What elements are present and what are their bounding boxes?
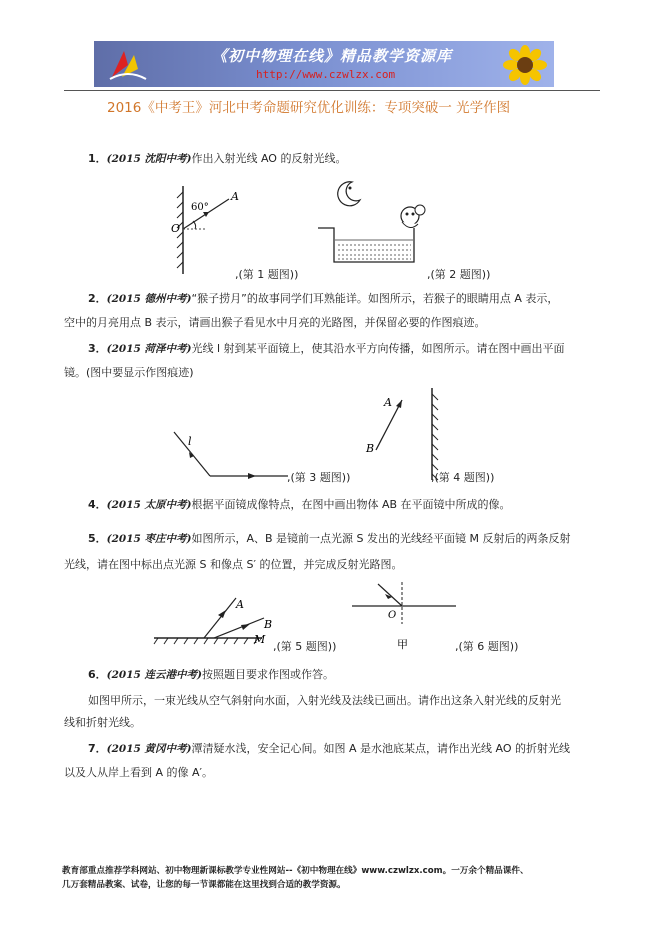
figure-1 (165, 184, 255, 276)
caption-fig1: ,(第 1 题图)) (235, 268, 299, 281)
question-5-line2: 光线，请在图中标出点光源 S 和像点 S′ 的位置，并完成反射光路图。 (64, 558, 403, 571)
question-6: 6．(2015 连云港中考)按照题目要求作图或作答。 (88, 668, 334, 681)
sunflower-icon (502, 45, 548, 85)
figure-2 (316, 172, 436, 272)
caption-fig5: ,(第 5 题图)) (273, 640, 337, 653)
question-7-line2: 以及人从岸上看到 A 的像 A′。 (64, 766, 214, 779)
banner-title: 《初中物理在线》精品教学资源库 (212, 47, 453, 65)
fig4-label-A: A (384, 396, 392, 409)
fig6-label-jia: 甲 (397, 638, 408, 651)
question-4: 4．(2015 太原中考)根据平面镜成像特点，在图中画出物体 AB 在平面镜中所成的像。 (88, 498, 511, 511)
fig1-angle-label: 60° (191, 202, 209, 213)
footer-line-2: 几万套精品教案、试卷，让您的每一节课都能在这里找到合适的教学资源。 (62, 880, 346, 890)
question-6-line2: 线和折射光线。 (64, 716, 141, 729)
fig4-label-B: B (366, 442, 375, 455)
fig6-label-O: O (388, 610, 397, 621)
caption-fig3: ,(第 3 题图)) (287, 471, 351, 484)
question-7-line1: 7．(2015 黄冈中考)潭清疑水浅，安全记心间。如图 A 是水池底某点，请作出光线 AO 的折射光线 (88, 742, 570, 755)
question-6-line1: 如图甲所示，一束光线从空气斜射向水面，入射光线及法线已画出。请作出这条入射光线的反射光 (88, 694, 561, 707)
header-banner (94, 41, 554, 87)
monkey-icon (401, 205, 425, 228)
fig5-label-M: M (254, 633, 266, 646)
fig5-label-A: A (236, 598, 244, 611)
site-logo-icon (108, 47, 148, 83)
fig3-label-l: l (188, 435, 192, 448)
figure-3 (166, 426, 296, 486)
header-rule (64, 90, 600, 91)
figure-5 (152, 588, 282, 652)
question-2-line1: 2．(2015 德州中考)“猴子捞月”的故事同学们耳熟能详。如图所示，若猴子的眼睛用点 A 表示， (88, 292, 559, 305)
question-2-line2: 空中的月亮用点 B 表示，请画出猴子看见水中月亮的光路图，并保留必要的作图痕迹。 (64, 316, 486, 329)
caption-fig4: ,(第 4 题图)) (431, 471, 495, 484)
fig1-label-O: O (171, 222, 181, 235)
page-title: 2016《中考王》河北中考命题研究优化训练：专项突破一 光学作图 (107, 100, 511, 116)
footer-line-1: 教育部重点推荐学科网站、初中物理新课标教学专业性网站--《初中物理在线》www.czwlzx.com。一万余个精品课件、 (62, 866, 529, 876)
caption-fig2: ,(第 2 题图)) (427, 268, 491, 281)
page-footer (62, 864, 622, 892)
banner-url[interactable]: http://www.czwlzx.com (256, 68, 396, 81)
question-5-line1: 5．(2015 枣庄中考)如图所示，A、B 是镜前一点光源 S 发出的光线经平面镜 M 反射后的两条反射 (88, 532, 571, 545)
question-3-line1: 3．(2015 菏泽中考)光线 l 射到某平面镜上，使其沿水平方向传播，如图所示。请在图中画出平面 (88, 342, 565, 355)
figure-6 (350, 580, 460, 652)
fig5-label-B: B (264, 618, 273, 631)
moon-icon (338, 182, 360, 206)
question-1: 1．(2015 沈阳中考)作出入射光线 AO 的反射光线。 (88, 152, 347, 165)
fig1-label-A: A (231, 190, 239, 203)
question-3-line2: 镜。(图中要显示作图痕迹) (64, 366, 194, 379)
caption-fig6: ,(第 6 题图)) (455, 640, 519, 653)
